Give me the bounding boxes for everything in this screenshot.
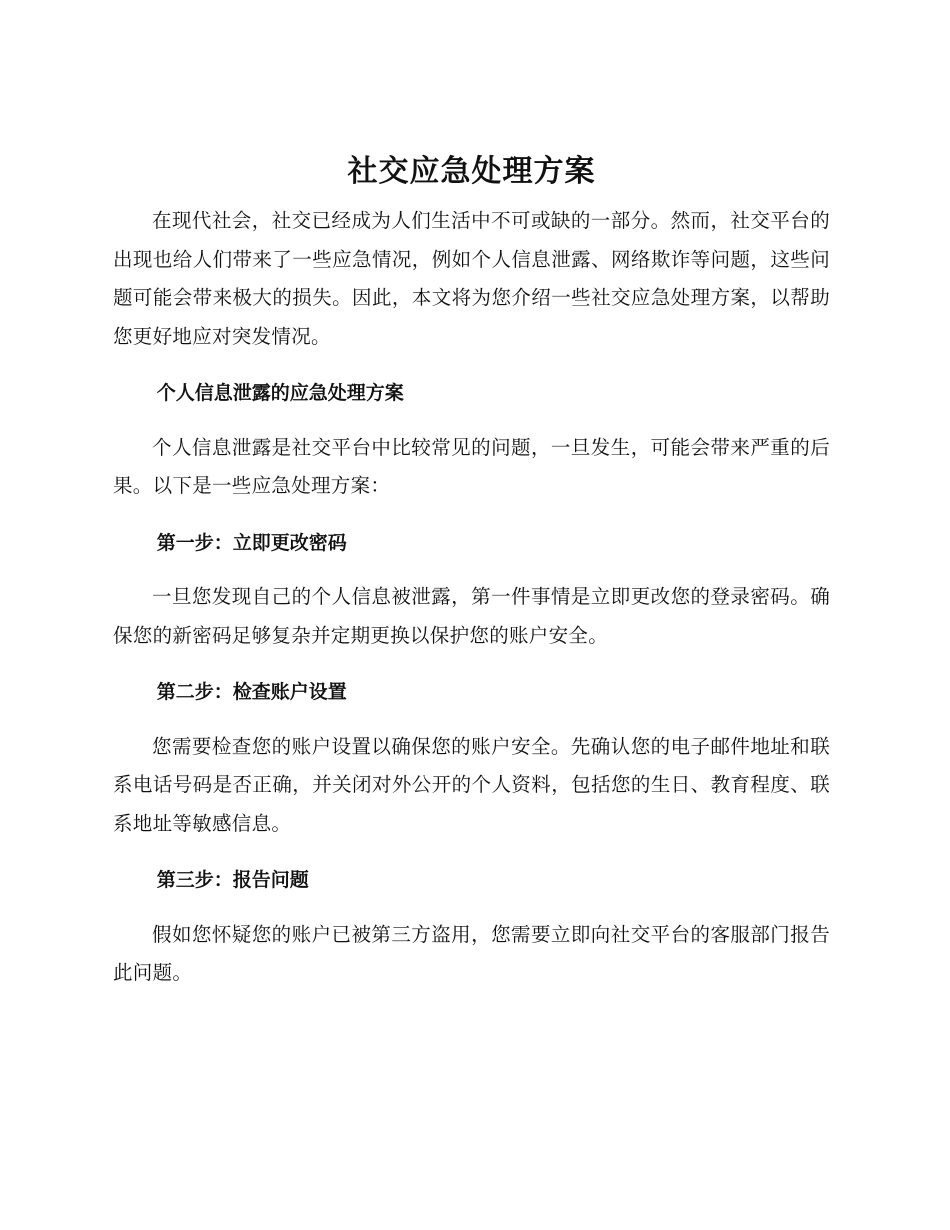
document-title: 社交应急处理方案: [347, 154, 596, 189]
section-heading-info-leak: 个人信息泄露的应急处理方案: [156, 382, 404, 404]
intro-paragraph: 在现代社会，社交已经成为人们生活中不可或缺的一部分。然而，社交平台的出现也给人们带来了一些应急情况，例如个人信息泄露、网络欺诈等问题，这些问题可能会带来极大的损失。因此，本文将为您介绍一些社交应急处理方案，以帮助您更好地应对突发情况。: [113, 209, 830, 348]
step-paragraph-3: 假如您怀疑您的账户已被第三方盗用，您需要立即向社交平台的客服部门报告此问题。: [113, 922, 830, 984]
step-heading-3: 第三步：报告问题: [156, 869, 309, 891]
step-paragraph-2: 您需要检查您的账户设置以确保您的账户安全。先确认您的电子邮件地址和联系电话号码是否正确，并关闭对外公开的个人资料，包括您的生日、教育程度、联系地址等敏感信息。: [113, 734, 830, 835]
document-page: [113, 150, 830, 993]
step-heading-2: 第二步：检查账户设置: [156, 681, 347, 703]
step-heading-1: 第一步：立即更改密码: [156, 531, 347, 554]
section-paragraph-info-leak: 个人信息泄露是社交平台中比较常见的问题，一旦发生，可能会带来严重的后果。以下是一些应急处理方案：: [113, 435, 830, 497]
step-paragraph-1: 一旦您发现自己的个人信息被泄露，第一件事情是立即更改您的登录密码。确保您的新密码足够复杂并定期更换以保护您的账户安全。: [113, 585, 830, 647]
